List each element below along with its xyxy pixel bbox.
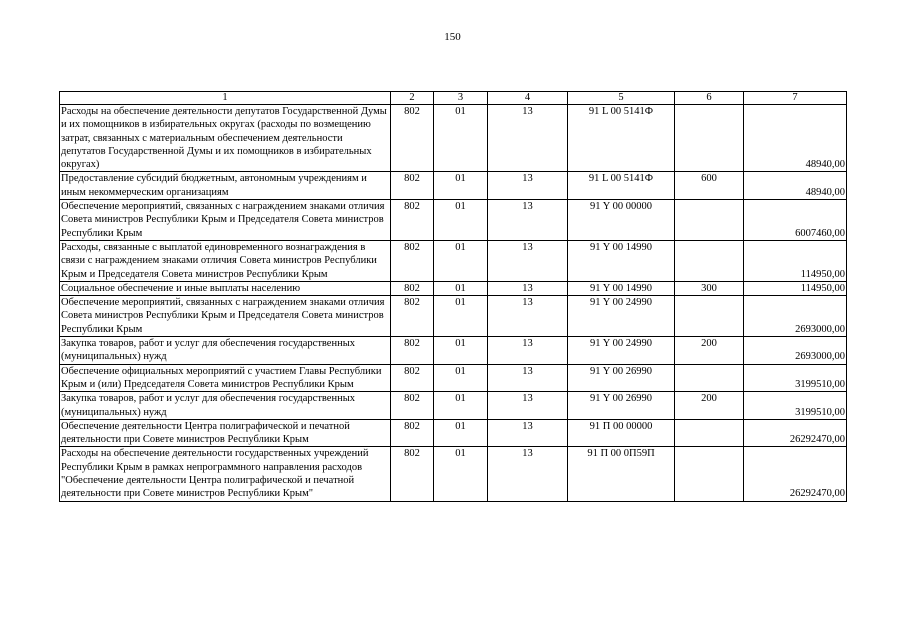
cell-code-2: 802 bbox=[391, 364, 434, 392]
table-body bbox=[60, 92, 847, 502]
cell-code-6 bbox=[675, 240, 744, 281]
cell-amount: 3199510,00 bbox=[744, 392, 847, 420]
column-header: 4 bbox=[488, 92, 568, 105]
cell-code-4: 13 bbox=[488, 172, 568, 200]
cell-code-6 bbox=[675, 364, 744, 392]
cell-name: Обеспечение официальных мероприятий с участием Главы Республики Крым и (или) Председателя Совета министров Республики Крым bbox=[60, 364, 391, 392]
column-header: 6 bbox=[675, 92, 744, 105]
cell-code-5: 91 П 00 0П59П bbox=[568, 447, 675, 501]
cell-code-3: 01 bbox=[434, 419, 488, 447]
cell-code-5: 91 Y 00 14990 bbox=[568, 240, 675, 281]
cell-name: Закупка товаров, работ и услуг для обеспечения государственных (муниципальных) нужд bbox=[60, 392, 391, 420]
cell-code-5: 91 Y 00 14990 bbox=[568, 281, 675, 295]
cell-code-3: 01 bbox=[434, 240, 488, 281]
cell-code-2: 802 bbox=[391, 392, 434, 420]
table-row bbox=[60, 172, 847, 200]
cell-code-3: 01 bbox=[434, 392, 488, 420]
cell-code-5: 91 Y 00 26990 bbox=[568, 392, 675, 420]
cell-code-5: 91 Y 00 26990 bbox=[568, 364, 675, 392]
cell-code-2: 802 bbox=[391, 172, 434, 200]
table-row bbox=[60, 337, 847, 365]
cell-amount: 6007460,00 bbox=[744, 200, 847, 241]
cell-code-4: 13 bbox=[488, 419, 568, 447]
table-row bbox=[60, 240, 847, 281]
cell-code-4: 13 bbox=[488, 337, 568, 365]
page-number: 150 bbox=[444, 31, 461, 43]
cell-amount: 2693000,00 bbox=[744, 296, 847, 337]
cell-code-2: 802 bbox=[391, 419, 434, 447]
cell-code-3: 01 bbox=[434, 200, 488, 241]
cell-name: Расходы на обеспечение деятельности депутатов Государственной Думы и их помощников в избирательных округах (расходы по возмещению затрат, связанных с материальным обеспечением деятельности депутатов Государственной Думы и их помощников в избирательных округах) bbox=[60, 105, 391, 172]
cell-amount: 48940,00 bbox=[744, 172, 847, 200]
cell-amount: 48940,00 bbox=[744, 105, 847, 172]
column-header: 2 bbox=[391, 92, 434, 105]
table-row bbox=[60, 419, 847, 447]
cell-code-2: 802 bbox=[391, 240, 434, 281]
cell-amount: 114950,00 bbox=[744, 281, 847, 295]
column-header: 3 bbox=[434, 92, 488, 105]
cell-code-2: 802 bbox=[391, 200, 434, 241]
cell-code-4: 13 bbox=[488, 200, 568, 241]
cell-code-6 bbox=[675, 200, 744, 241]
cell-code-3: 01 bbox=[434, 337, 488, 365]
cell-code-5: 91 L 00 5141Ф bbox=[568, 172, 675, 200]
table-row bbox=[60, 105, 847, 172]
cell-code-5: 91 П 00 00000 bbox=[568, 419, 675, 447]
cell-code-6: 200 bbox=[675, 392, 744, 420]
table-row bbox=[60, 296, 847, 337]
cell-amount: 2693000,00 bbox=[744, 337, 847, 365]
budget-table bbox=[59, 91, 847, 502]
cell-code-4: 13 bbox=[488, 105, 568, 172]
cell-amount: 114950,00 bbox=[744, 240, 847, 281]
cell-code-5: 91 Y 00 00000 bbox=[568, 200, 675, 241]
cell-code-6: 200 bbox=[675, 337, 744, 365]
cell-name: Закупка товаров, работ и услуг для обеспечения государственных (муниципальных) нужд bbox=[60, 337, 391, 365]
cell-code-3: 01 bbox=[434, 364, 488, 392]
cell-code-6: 600 bbox=[675, 172, 744, 200]
cell-code-2: 802 bbox=[391, 281, 434, 295]
cell-code-2: 802 bbox=[391, 337, 434, 365]
table-row bbox=[60, 200, 847, 241]
cell-code-5: 91 L 00 5141Ф bbox=[568, 105, 675, 172]
cell-name: Расходы, связанные с выплатой единовременного вознаграждения в связи с награждением знаками отличия Совета министров Республики Крым и Председателя Совета министров Республики Крым bbox=[60, 240, 391, 281]
cell-name: Обеспечение мероприятий, связанных с награждением знаками отличия Совета министров Республики Крым и Председателя Совета министров Республики Крым bbox=[60, 296, 391, 337]
column-header: 7 bbox=[744, 92, 847, 105]
cell-code-3: 01 bbox=[434, 281, 488, 295]
cell-code-3: 01 bbox=[434, 447, 488, 501]
cell-code-6: 300 bbox=[675, 281, 744, 295]
cell-code-6 bbox=[675, 105, 744, 172]
cell-code-5: 91 Y 00 24990 bbox=[568, 337, 675, 365]
table-row bbox=[60, 364, 847, 392]
cell-code-3: 01 bbox=[434, 296, 488, 337]
cell-code-2: 802 bbox=[391, 105, 434, 172]
cell-code-5: 91 Y 00 24990 bbox=[568, 296, 675, 337]
cell-code-4: 13 bbox=[488, 240, 568, 281]
table-header-row bbox=[60, 92, 847, 105]
cell-name: Обеспечение деятельности Центра полиграфической и печатной деятельности при Совете министров Республики Крым bbox=[60, 419, 391, 447]
table-row bbox=[60, 281, 847, 295]
cell-code-4: 13 bbox=[488, 296, 568, 337]
cell-name: Обеспечение мероприятий, связанных с награждением знаками отличия Совета министров Республики Крым и Председателя Совета министров Республики Крым bbox=[60, 200, 391, 241]
cell-name: Предоставление субсидий бюджетным, автономным учреждениям и иным некоммерческим организациям bbox=[60, 172, 391, 200]
cell-code-4: 13 bbox=[488, 281, 568, 295]
cell-amount: 26292470,00 bbox=[744, 447, 847, 501]
cell-code-6 bbox=[675, 419, 744, 447]
cell-code-2: 802 bbox=[391, 447, 434, 501]
cell-code-4: 13 bbox=[488, 447, 568, 501]
cell-name: Расходы на обеспечение деятельности государственных учреждений Республики Крым в рамках непрограммного направления расходов "Обеспечение деятельности Центра полиграфической и печатной деятельности при Совете министров Республики Крым" bbox=[60, 447, 391, 501]
cell-name: Социальное обеспечение и иные выплаты населению bbox=[60, 281, 391, 295]
cell-code-2: 802 bbox=[391, 296, 434, 337]
column-header: 5 bbox=[568, 92, 675, 105]
cell-amount: 3199510,00 bbox=[744, 364, 847, 392]
column-header: 1 bbox=[60, 92, 391, 105]
table-row bbox=[60, 447, 847, 501]
cell-code-3: 01 bbox=[434, 105, 488, 172]
cell-code-4: 13 bbox=[488, 364, 568, 392]
cell-code-6 bbox=[675, 447, 744, 501]
cell-code-4: 13 bbox=[488, 392, 568, 420]
cell-code-6 bbox=[675, 296, 744, 337]
cell-amount: 26292470,00 bbox=[744, 419, 847, 447]
table-row bbox=[60, 392, 847, 420]
cell-code-3: 01 bbox=[434, 172, 488, 200]
